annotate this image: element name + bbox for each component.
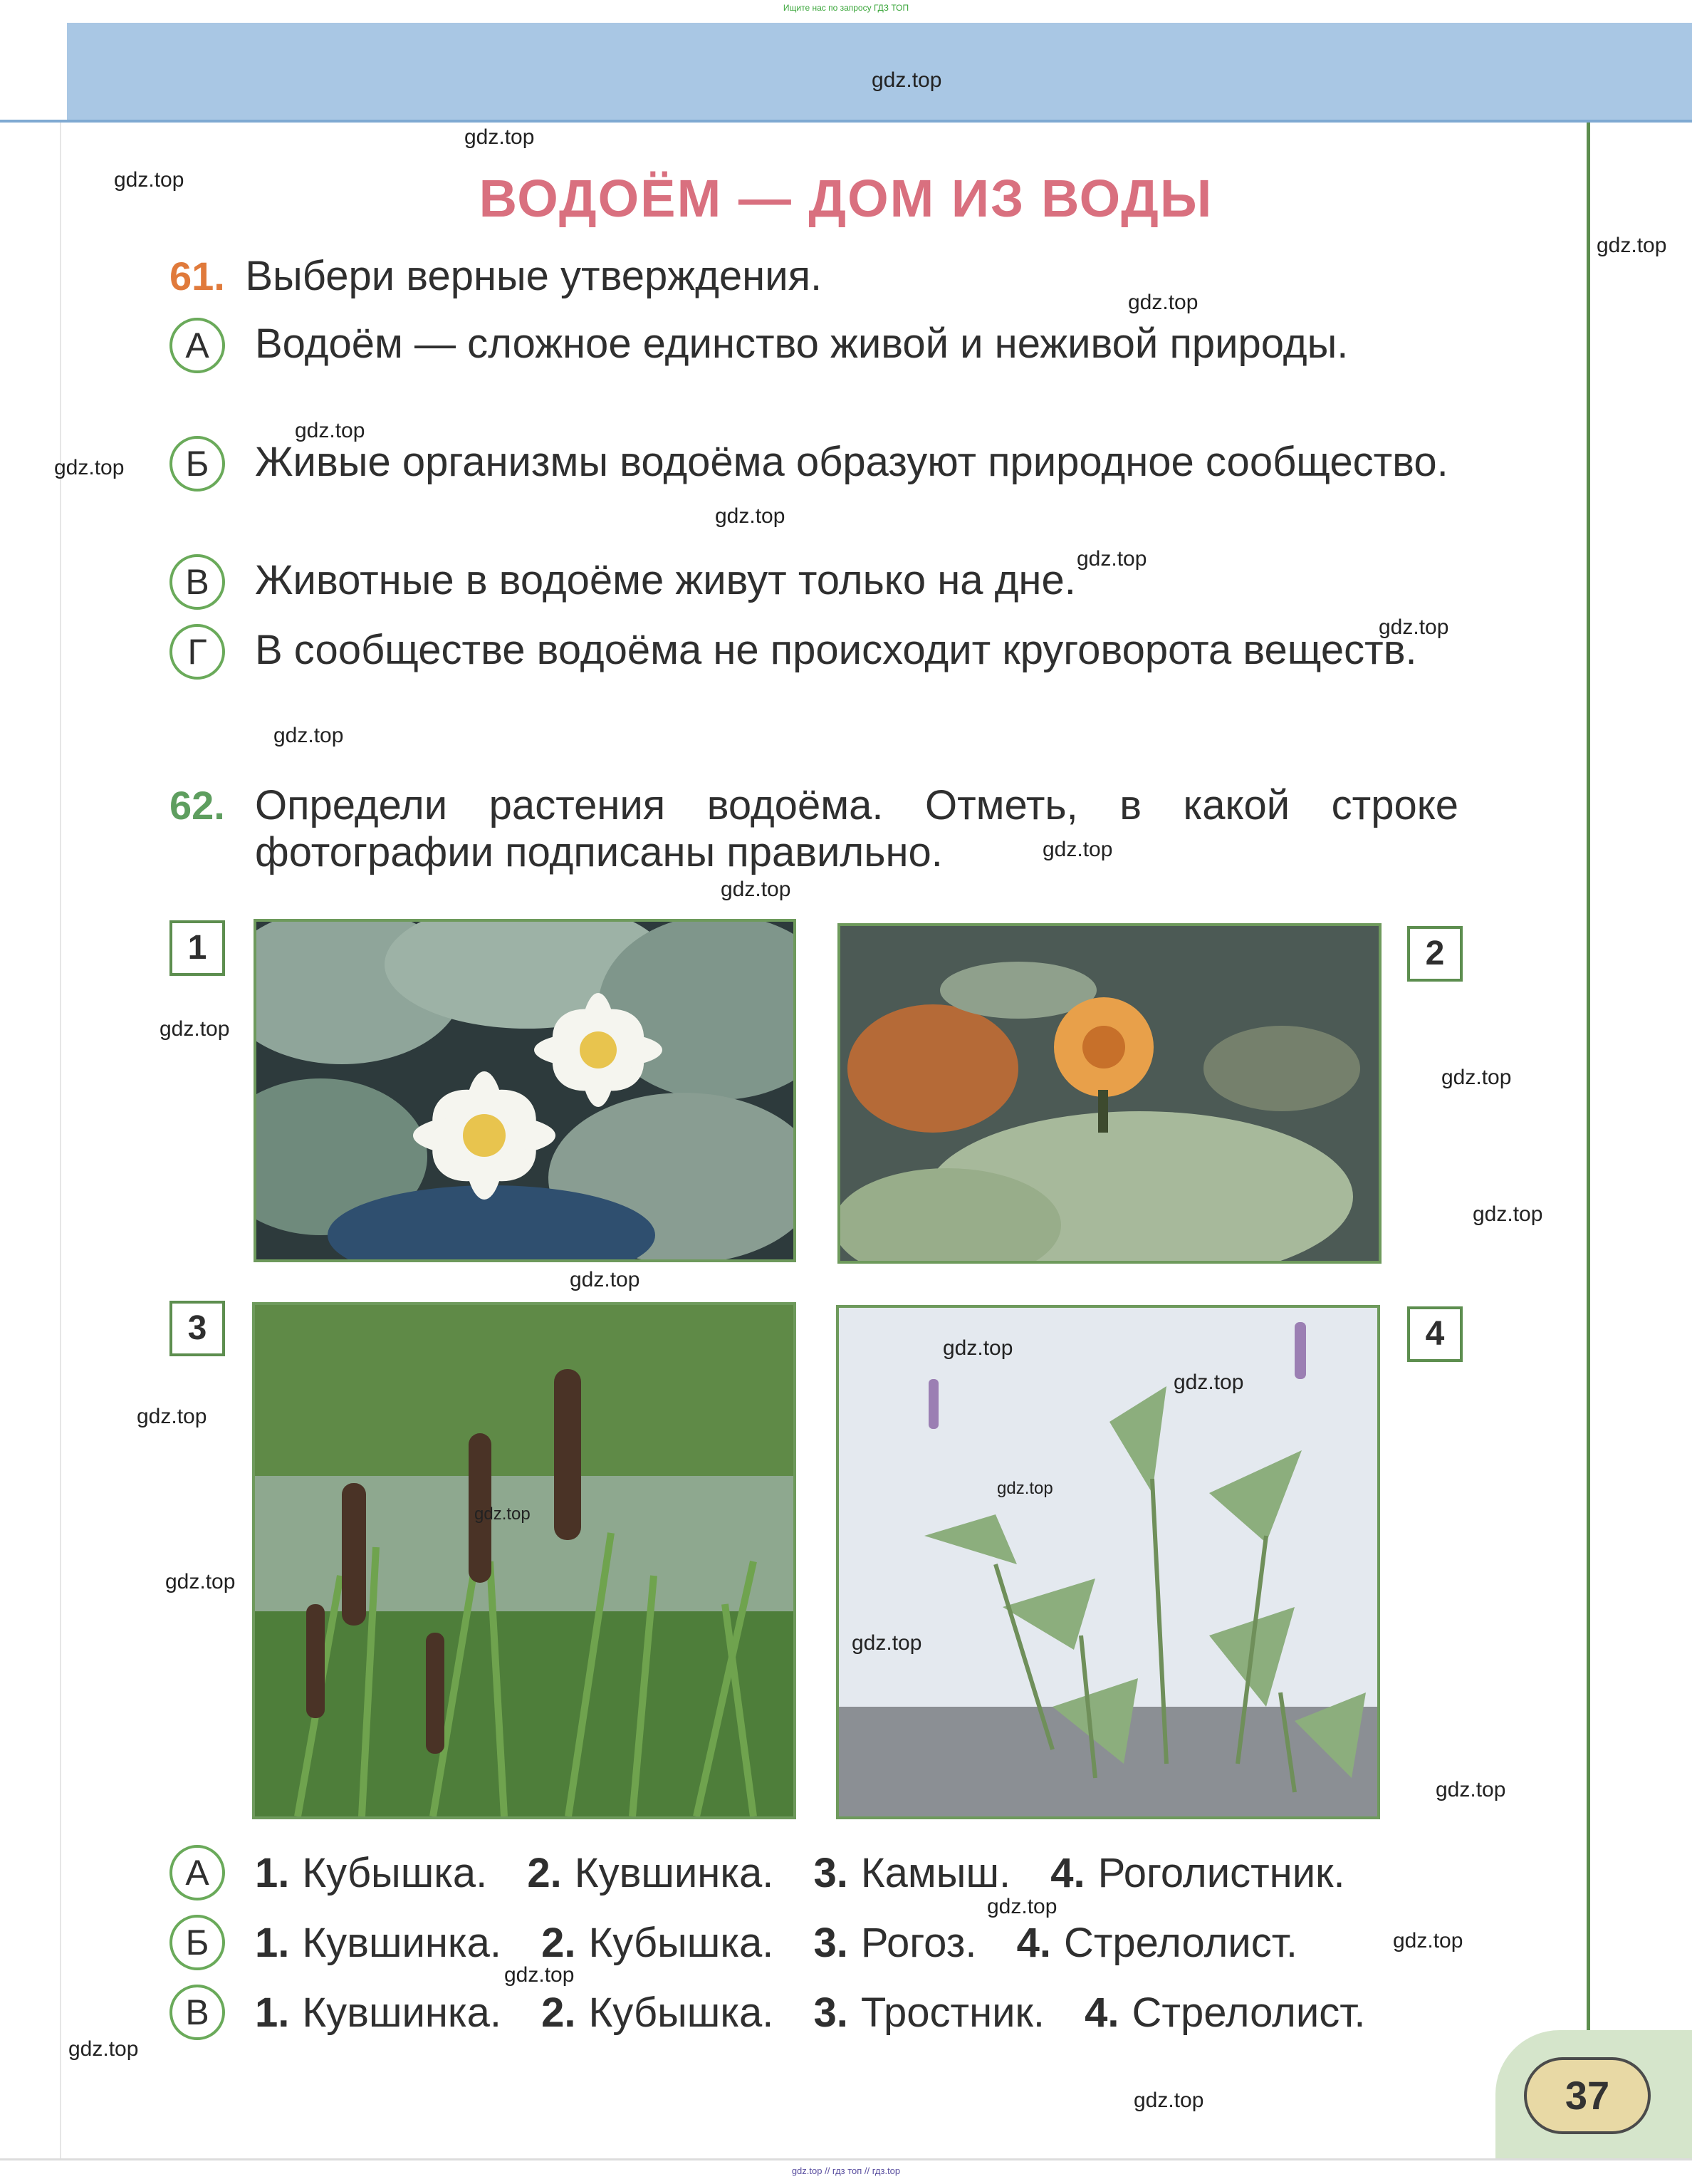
answer-a-num-4: 4.: [1050, 1850, 1085, 1896]
answer-a-name-3: Камыш.: [860, 1850, 1011, 1896]
answer-v-num-2: 2.: [541, 1990, 576, 2036]
top-note: Ищите нас по запросу ГДЗ ТОП: [783, 3, 909, 13]
answer-v-num-1: 1.: [255, 1990, 290, 2036]
answer-b-name-3: Рогоз.: [860, 1920, 977, 1966]
answer-v-name-3: Тростник.: [860, 1990, 1045, 2036]
photo-number-1: 1: [169, 920, 225, 976]
answer-b-num-2: 2.: [541, 1920, 576, 1966]
q61-option-b-text: Живые организмы водоёма образуют природное сообщество.: [255, 439, 1448, 485]
watermark: gdz.top: [474, 1504, 531, 1524]
photo-arrowhead: [836, 1305, 1380, 1819]
watermark: gdz.top: [1393, 1929, 1463, 1952]
answer-a-items: [255, 1845, 1345, 1902]
answer-a-name-1: Кубышка.: [302, 1850, 488, 1896]
watermark: gdz.top: [137, 1405, 207, 1428]
answer-b-num-4: 4.: [1016, 1920, 1051, 1966]
watermark: gdz.top: [1077, 547, 1147, 571]
watermark: gdz.top: [165, 1570, 236, 1593]
watermark: gdz.top: [943, 1336, 1013, 1360]
watermark: gdz.top: [464, 125, 535, 149]
watermark: gdz.top: [1043, 838, 1113, 861]
photo-number-3: 3: [169, 1301, 225, 1356]
q61-option-v-text: Животные в водоёме живут только на дне.: [255, 557, 1076, 603]
watermark: gdz.top: [872, 68, 942, 92]
page-number: 37: [1524, 2057, 1651, 2134]
photo-water-lily: [254, 919, 796, 1262]
watermark: gdz.top: [1436, 1778, 1506, 1801]
q61-option-b-circle[interactable]: Б: [169, 436, 225, 492]
margin-line: [1587, 123, 1590, 2046]
watermark: gdz.top: [721, 878, 791, 901]
watermark: gdz.top: [273, 724, 344, 747]
watermark: gdz.top: [295, 419, 365, 442]
q61-option-v-circle[interactable]: В: [169, 554, 225, 610]
answer-row-b: [169, 1915, 1494, 1972]
photo-yellow-pond-lily: [837, 923, 1382, 1264]
watermark: gdz.top: [504, 1963, 575, 1987]
watermark: gdz.top: [852, 1631, 922, 1655]
page-bottom-edge: [0, 2158, 1692, 2160]
answer-v-items: [255, 1985, 1366, 2042]
question-61: [169, 252, 1466, 300]
page-title: ВОДОЁМ — ДОМ ИЗ ВОДЫ: [479, 169, 1213, 228]
arrowhead-illustration: [839, 1308, 1377, 1816]
answer-v-num-4: 4.: [1085, 1990, 1119, 2036]
water-lily-illustration: [256, 922, 793, 1259]
answer-a-name-2: Кувшинка.: [574, 1850, 774, 1896]
answer-v-num-3: 3.: [813, 1990, 848, 2036]
photo-number-2: 2: [1407, 926, 1463, 982]
watermark: gdz.top: [1441, 1066, 1512, 1089]
photo-cattail: [252, 1302, 796, 1819]
footer-note: gdz.top // гдз топ // гдз.top: [791, 2165, 901, 2176]
answer-a-num-1: 1.: [255, 1850, 290, 1896]
answer-row-v: [169, 1985, 1494, 2042]
answer-v-name-1: Кувшинка.: [302, 1990, 501, 2036]
question-61-text: Выбери верные утверждения.: [245, 253, 822, 299]
answer-a-name-4: Роголистник.: [1097, 1850, 1345, 1896]
answer-b-circle[interactable]: Б: [169, 1915, 225, 1970]
watermark: gdz.top: [160, 1017, 230, 1041]
photo-number-4: 4: [1407, 1306, 1463, 1362]
answer-a-num-3: 3.: [813, 1850, 848, 1896]
answer-b-num-1: 1.: [255, 1920, 290, 1966]
watermark: gdz.top: [715, 504, 785, 528]
q61-option-g-text: В сообществе водоёма не происходит круговорота веществ.: [255, 627, 1417, 673]
answer-row-a: [169, 1845, 1494, 1902]
q61-option-a-circle[interactable]: А: [169, 318, 225, 373]
question-61-number: 61.: [169, 254, 225, 298]
answer-a-num-2: 2.: [527, 1850, 562, 1896]
answer-v-name-4: Стрелолист.: [1132, 1990, 1366, 2036]
cattail-illustration: [255, 1305, 793, 1816]
answer-b-num-3: 3.: [813, 1920, 848, 1966]
watermark: gdz.top: [1597, 234, 1667, 257]
question-62-number: 62.: [169, 783, 225, 828]
watermark: gdz.top: [1134, 2089, 1204, 2112]
watermark: gdz.top: [1473, 1202, 1543, 1226]
watermark: gdz.top: [54, 456, 125, 479]
watermark: gdz.top: [570, 1268, 640, 1291]
q61-option-a-text: Водоём — сложное единство живой и неживой природы.: [255, 321, 1349, 367]
answer-b-items: [255, 1915, 1297, 1972]
page-edge: [60, 123, 61, 2160]
answer-v-name-2: Кубышка.: [588, 1990, 774, 2036]
watermark: gdz.top: [997, 1479, 1053, 1498]
answer-b-name-2: Кубышка.: [588, 1920, 774, 1966]
watermark: gdz.top: [114, 168, 184, 192]
watermark: gdz.top: [1379, 615, 1449, 639]
yellow-pond-lily-illustration: [840, 926, 1379, 1261]
header-divider: [0, 120, 1692, 123]
watermark: gdz.top: [68, 2037, 139, 2061]
watermark: gdz.top: [1128, 291, 1198, 314]
answer-a-circle[interactable]: А: [169, 1845, 225, 1900]
watermark: gdz.top: [1174, 1371, 1244, 1394]
answer-b-name-4: Стрелолист.: [1063, 1920, 1297, 1966]
answer-v-circle[interactable]: В: [169, 1985, 225, 2040]
q61-option-g-circle[interactable]: Г: [169, 624, 225, 680]
watermark: gdz.top: [987, 1895, 1058, 1918]
question-62-text: Определи растения водоёма. Отметь, в какой строке фотографии подписаны правильно.: [255, 782, 1458, 875]
answer-b-name-1: Кувшинка.: [302, 1920, 501, 1966]
